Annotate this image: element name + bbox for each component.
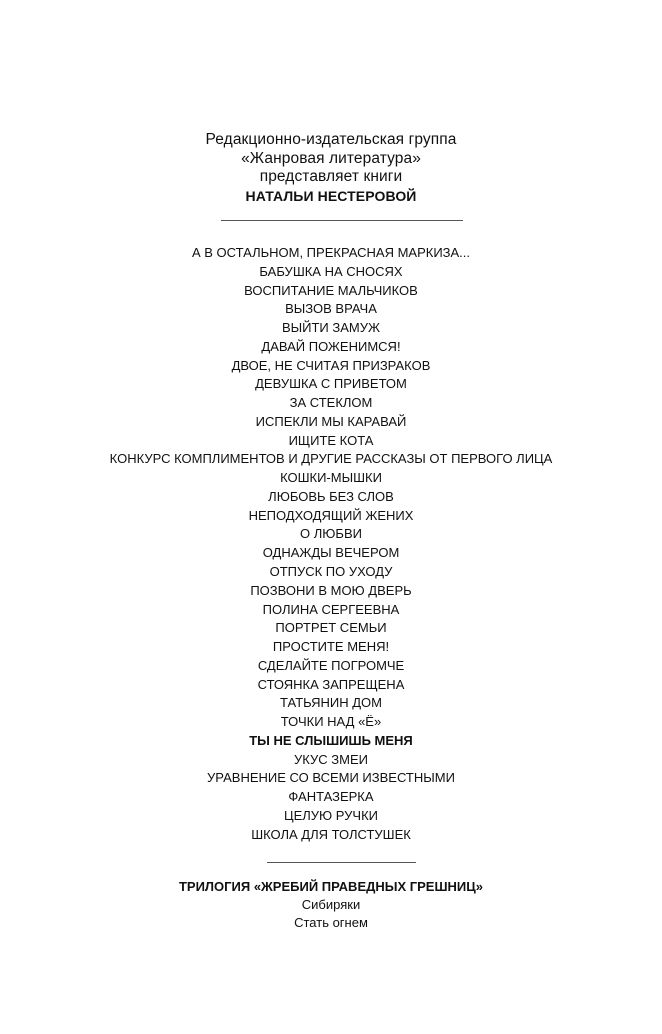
book-title: ПРОСТИТЕ МЕНЯ!	[272, 639, 390, 655]
book-title: КОНКУРС КОМПЛИМЕНТОВ И ДРУГИЕ РАССКАЗЫ ОТ ПЕРВОГО ЛИЦА	[109, 451, 553, 467]
book-title: ОДНАЖДЫ ВЕЧЕРОМ	[262, 545, 400, 561]
presents-line: представляет книги	[259, 168, 403, 185]
book-title: ДЕВУШКА С ПРИВЕТОМ	[255, 376, 407, 392]
book-title: ЦЕЛУЮ РУЧКИ	[283, 807, 379, 823]
book-title: О ЛЮБВИ	[300, 526, 362, 542]
book-title: ДАВАЙ ПОЖЕНИМСЯ!	[261, 338, 401, 354]
divider-bottom	[267, 862, 416, 863]
book-title: ВЫЗОВ ВРАЧА	[285, 301, 377, 317]
trilogy-book-title: Сибиряки	[301, 897, 361, 912]
trilogy-section	[0, 877, 662, 932]
book-title: УКУС ЗМЕИ	[294, 751, 368, 767]
book-title: БАБУШКА НА СНОСЯХ	[259, 263, 403, 279]
author-name: НАТАЛЬИ НЕСТЕРОВОЙ	[245, 187, 417, 204]
trilogy-heading: ТРИЛОГИЯ «ЖРЕБИЙ ПРАВЕДНЫХ ГРЕШНИЦ»	[178, 879, 484, 894]
book-title: ПОЗВОНИ В МОЮ ДВЕРЬ	[250, 582, 412, 598]
publisher-group-line: Редакционно-издательская группа	[205, 131, 457, 148]
book-title: ТАТЬЯНИН ДОМ	[280, 695, 382, 711]
trilogy-book-title: Стать огнем	[294, 915, 368, 930]
book-title: ИСПЕКЛИ МЫ КАРАВАЙ	[255, 413, 407, 429]
book-title: ВЫЙТИ ЗАМУЖ	[281, 320, 381, 336]
book-title: ФАНТАЗЕРКА	[288, 789, 374, 805]
divider-top	[221, 220, 463, 221]
book-title: ЗА СТЕКЛОМ	[289, 395, 373, 411]
book-title: СДЕЛАЙТЕ ПОГРОМЧЕ	[257, 657, 405, 673]
imprint-line: «Жанровая литература»	[241, 149, 421, 167]
book-title: НЕПОДХОДЯЩИЙ ЖЕНИХ	[248, 507, 414, 523]
book-titles-list	[0, 244, 662, 845]
book-title: СТОЯНКА ЗАПРЕЩЕНА	[257, 676, 405, 692]
book-title: ПОЛИНА СЕРГЕЕВНА	[262, 601, 400, 617]
book-title: ТЫ НЕ СЛЫШИШЬ МЕНЯ	[249, 732, 413, 748]
book-title: ШКОЛА ДЛЯ ТОЛСТУШЕК	[251, 826, 411, 842]
book-title: ИЩИТЕ КОТА	[288, 432, 374, 448]
book-title: ПОРТРЕТ СЕМЬИ	[275, 620, 387, 636]
publisher-intro	[0, 131, 662, 205]
book-title: А В ОСТАЛЬНОМ, ПРЕКРАСНАЯ МАРКИЗА...	[191, 245, 471, 260]
book-title: ДВОЕ, НЕ СЧИТАЯ ПРИЗРАКОВ	[231, 357, 431, 373]
book-title: КОШКИ-МЫШКИ	[280, 470, 382, 486]
book-title: ТОЧКИ НАД «Ё»	[280, 714, 382, 730]
book-title: ОТПУСК ПО УХОДУ	[269, 564, 393, 580]
book-title: УРАВНЕНИЕ СО ВСЕМИ ИЗВЕСТНЫМИ	[207, 770, 455, 786]
book-title: ВОСПИТАНИЕ МАЛЬЧИКОВ	[244, 282, 418, 298]
book-title: ЛЮБОВЬ БЕЗ СЛОВ	[268, 488, 394, 504]
